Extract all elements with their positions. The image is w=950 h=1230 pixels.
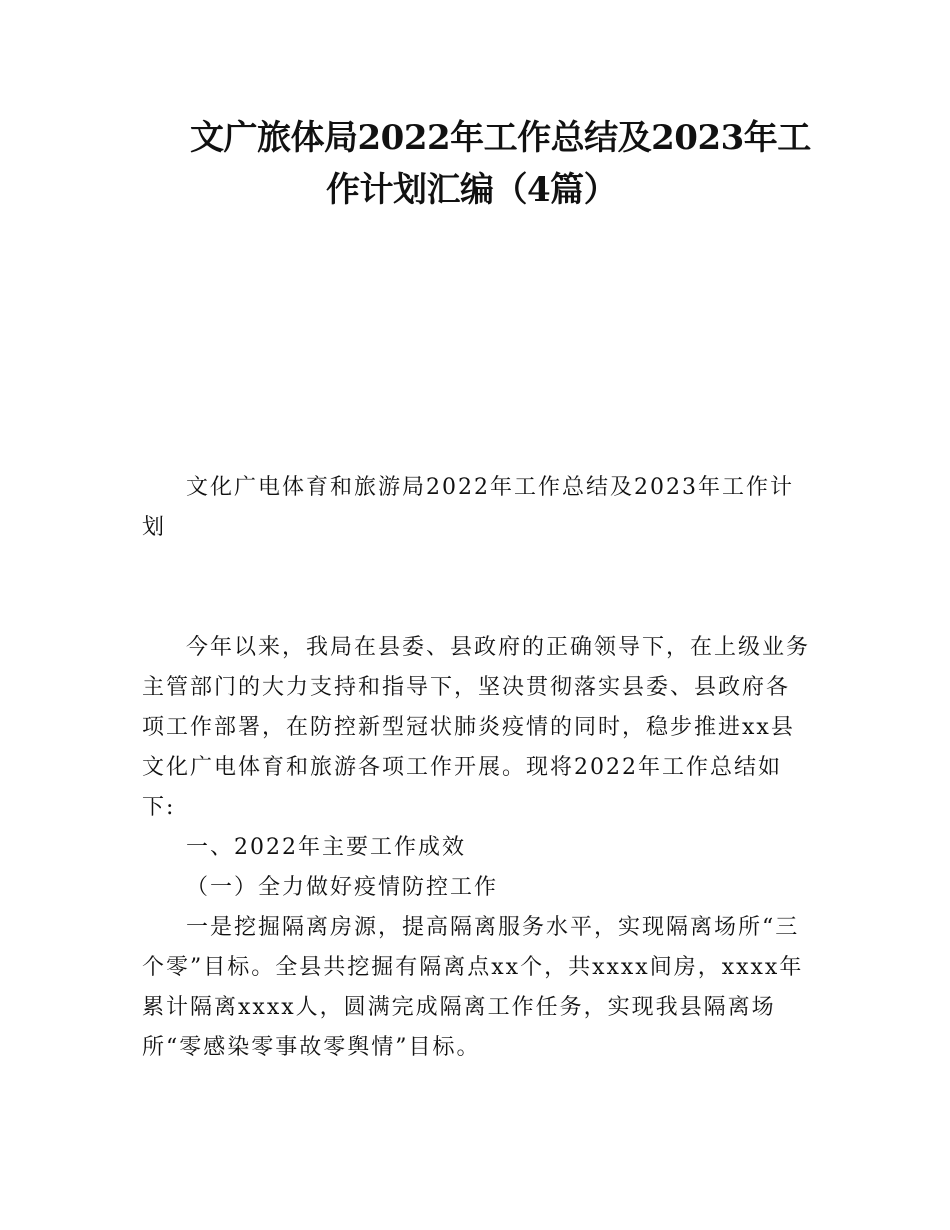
heading-subsection-1: （一）全力做好疫情防控工作 [186,875,499,900]
document-title-line-2: 作计划汇编（4篇） [326,170,618,210]
document-subtitle: 文化广电体育和旅游局2022年工作总结及2023年工作计划 [142,475,794,540]
heading-section-1: 一、2022年主要工作成效 [186,835,466,860]
document-title [190,112,820,216]
document-body [142,468,810,1068]
paragraph-intro: 今年以来，我局在县委、县政府的正确领导下，在上级业务主管部门的大力支持和指导下，坚决贯彻落实县委、县政府各项工作部署，在防控新型冠状肺炎疫情的同时，稳步推进xx县文化广电体育和旅游各项工作开展。现将2022年工作总结如下: [142,635,811,820]
paragraph-isolation: 一是挖掘隔离房源，提高隔离服务水平，实现隔离场所“三个零”目标。全县共挖掘有隔离点xx个，共xxxx间房，xxxx年累计隔离xxxx人，圆满完成隔离工作任务，实现我县隔离场所“零感染零事故零舆情”目标。 [142,915,804,1060]
document-title-line-1: 文广旅体局2022年工作总结及2023年工 [190,118,811,158]
